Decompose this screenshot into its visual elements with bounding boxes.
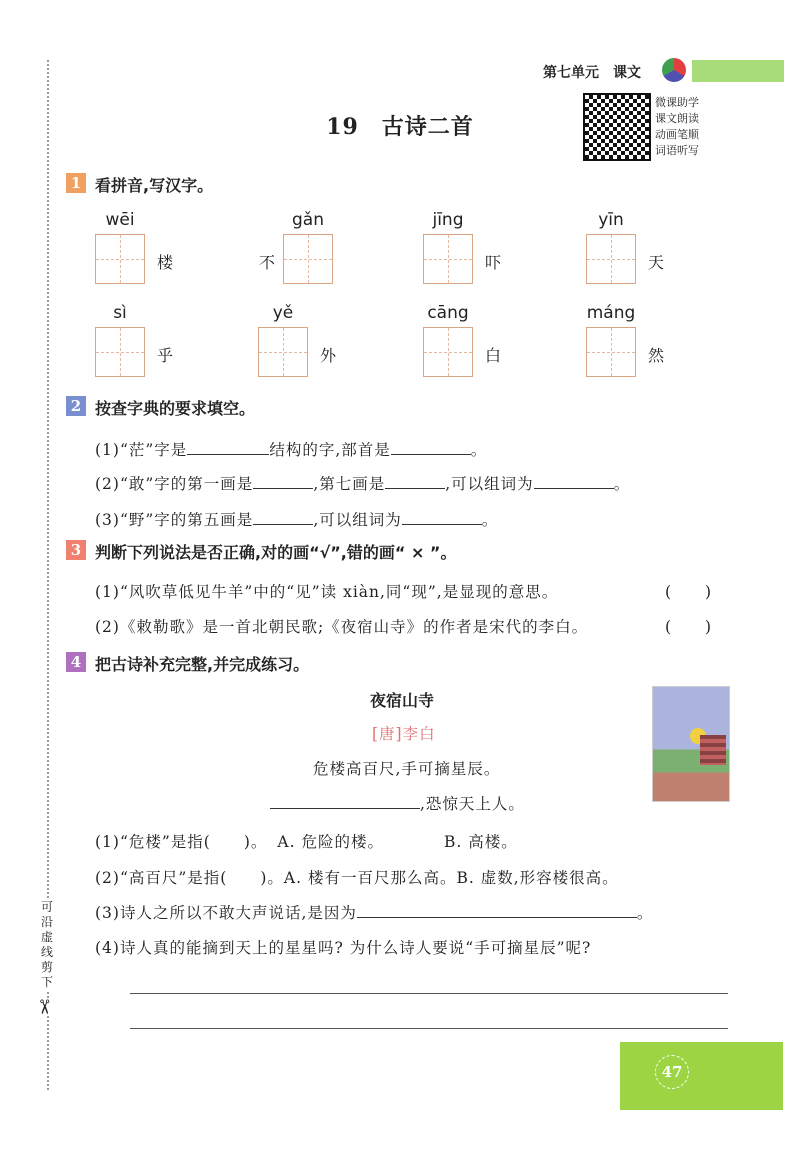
answer-blank[interactable]: [402, 510, 482, 525]
unit-label: 第七单元 课文: [543, 65, 641, 81]
writing-grid-box[interactable]: [586, 234, 636, 284]
writing-grid-box[interactable]: [258, 327, 308, 377]
poem-line-1: 危楼高百尺,手可摘星辰。: [313, 760, 501, 778]
writing-grid-box[interactable]: [423, 327, 473, 377]
header-green-bar: [692, 60, 784, 82]
poem-blank[interactable]: [270, 794, 420, 809]
section-3-heading: 判断下列说法是否正确,对的画“√”,错的画“ × ”。: [95, 543, 457, 562]
poem-line-2: ,恐惊天上人。: [270, 792, 525, 814]
page-title: 19 古诗二首: [326, 114, 474, 140]
section-1-heading: 看拼音,写汉字。: [95, 176, 214, 195]
section-4-badge: 4: [66, 652, 86, 672]
pinyin-label: sì: [113, 303, 127, 323]
word-char: 白: [485, 346, 502, 365]
writing-grid-box[interactable]: [95, 327, 145, 377]
s2-question-2: (2)“敢”字的第一画是 ,第七画是 ,可以组词为 。: [95, 475, 631, 493]
pinyin-label: gǎn: [292, 210, 324, 230]
answer-blank[interactable]: [391, 440, 471, 455]
writing-grid-box[interactable]: [586, 327, 636, 377]
word-char: 天: [648, 253, 665, 272]
judgement-box[interactable]: ( ): [665, 583, 713, 601]
s4-question-4: (4)诗人真的能摘到天上的星星吗? 为什么诗人要说“手可摘星辰”呢?: [95, 939, 592, 957]
answer-blank[interactable]: [357, 903, 637, 918]
answer-line[interactable]: [130, 1028, 728, 1029]
judgement-box[interactable]: ( ): [665, 618, 713, 636]
qr-label: 动画笔顺: [655, 128, 699, 141]
poem-title: 夜宿山寺: [370, 691, 435, 710]
pinyin-label: jīng: [432, 210, 464, 230]
writing-grid-box[interactable]: [423, 234, 473, 284]
writing-grid-box[interactable]: [283, 234, 333, 284]
answer-blank[interactable]: [385, 474, 445, 489]
s2-question-1: (1)“茫”字是 结构的字,部首是 。: [95, 441, 488, 459]
answer-line[interactable]: [130, 993, 728, 994]
writing-grid-box[interactable]: [95, 234, 145, 284]
section-4-heading: 把古诗补充完整,并完成练习。: [95, 655, 310, 674]
qr-label: 课文朗读: [655, 112, 699, 125]
section-2-heading: 按查字典的要求填空。: [95, 399, 256, 418]
word-char: 然: [648, 346, 665, 365]
s2-question-3: (3)“野”字的第五画是 ,可以组词为 。: [95, 511, 499, 529]
poem-author: [唐]李白: [372, 725, 436, 743]
word-char: 不: [259, 253, 276, 272]
word-char: 乎: [157, 346, 174, 365]
pinyin-label: yě: [272, 303, 294, 323]
qr-label: 微课助学: [655, 96, 699, 109]
s4-question-1: (1)“危楼”是指( )。 A. 危险的楼。 B. 高楼。: [95, 833, 518, 851]
colored-ball-icon: [662, 58, 686, 82]
s4-question-2: (2)“高百尺”是指( )。A. 楼有一百尺那么高。B. 虚数,形容楼很高。: [95, 869, 619, 887]
section-2-badge: 2: [66, 396, 86, 416]
cut-hint: 可沿虚线剪下: [38, 900, 56, 990]
s3-statement-2: (2)《敕勒歌》是一首北朝民歌;《夜宿山寺》的作者是宋代的李白。: [95, 618, 589, 636]
section-1-badge: 1: [66, 173, 86, 193]
word-char: 楼: [157, 253, 174, 272]
page-number-box: [620, 1042, 783, 1110]
qr-label: 词语听写: [655, 144, 699, 157]
answer-blank[interactable]: [253, 510, 313, 525]
pinyin-label: wēi: [105, 210, 135, 230]
word-char: 外: [320, 346, 337, 365]
answer-blank[interactable]: [253, 474, 313, 489]
s4-question-3: (3)诗人之所以不敢大声说话,是因为 。: [95, 904, 654, 922]
answer-blank[interactable]: [534, 474, 614, 489]
pinyin-label: yīn: [598, 210, 624, 230]
pinyin-label: máng: [586, 303, 636, 323]
section-3-badge: 3: [66, 540, 86, 560]
page-number: 47: [655, 1055, 689, 1089]
answer-blank[interactable]: [187, 440, 269, 455]
s3-statement-1: (1)“风吹草低见牛羊”中的“见”读 xiàn,同“现”,是显现的意思。: [95, 583, 559, 601]
pinyin-label: cāng: [427, 303, 469, 323]
temple-icon: [700, 735, 726, 765]
word-char: 吓: [485, 253, 502, 272]
scissors-icon: ✂: [32, 998, 57, 1016]
